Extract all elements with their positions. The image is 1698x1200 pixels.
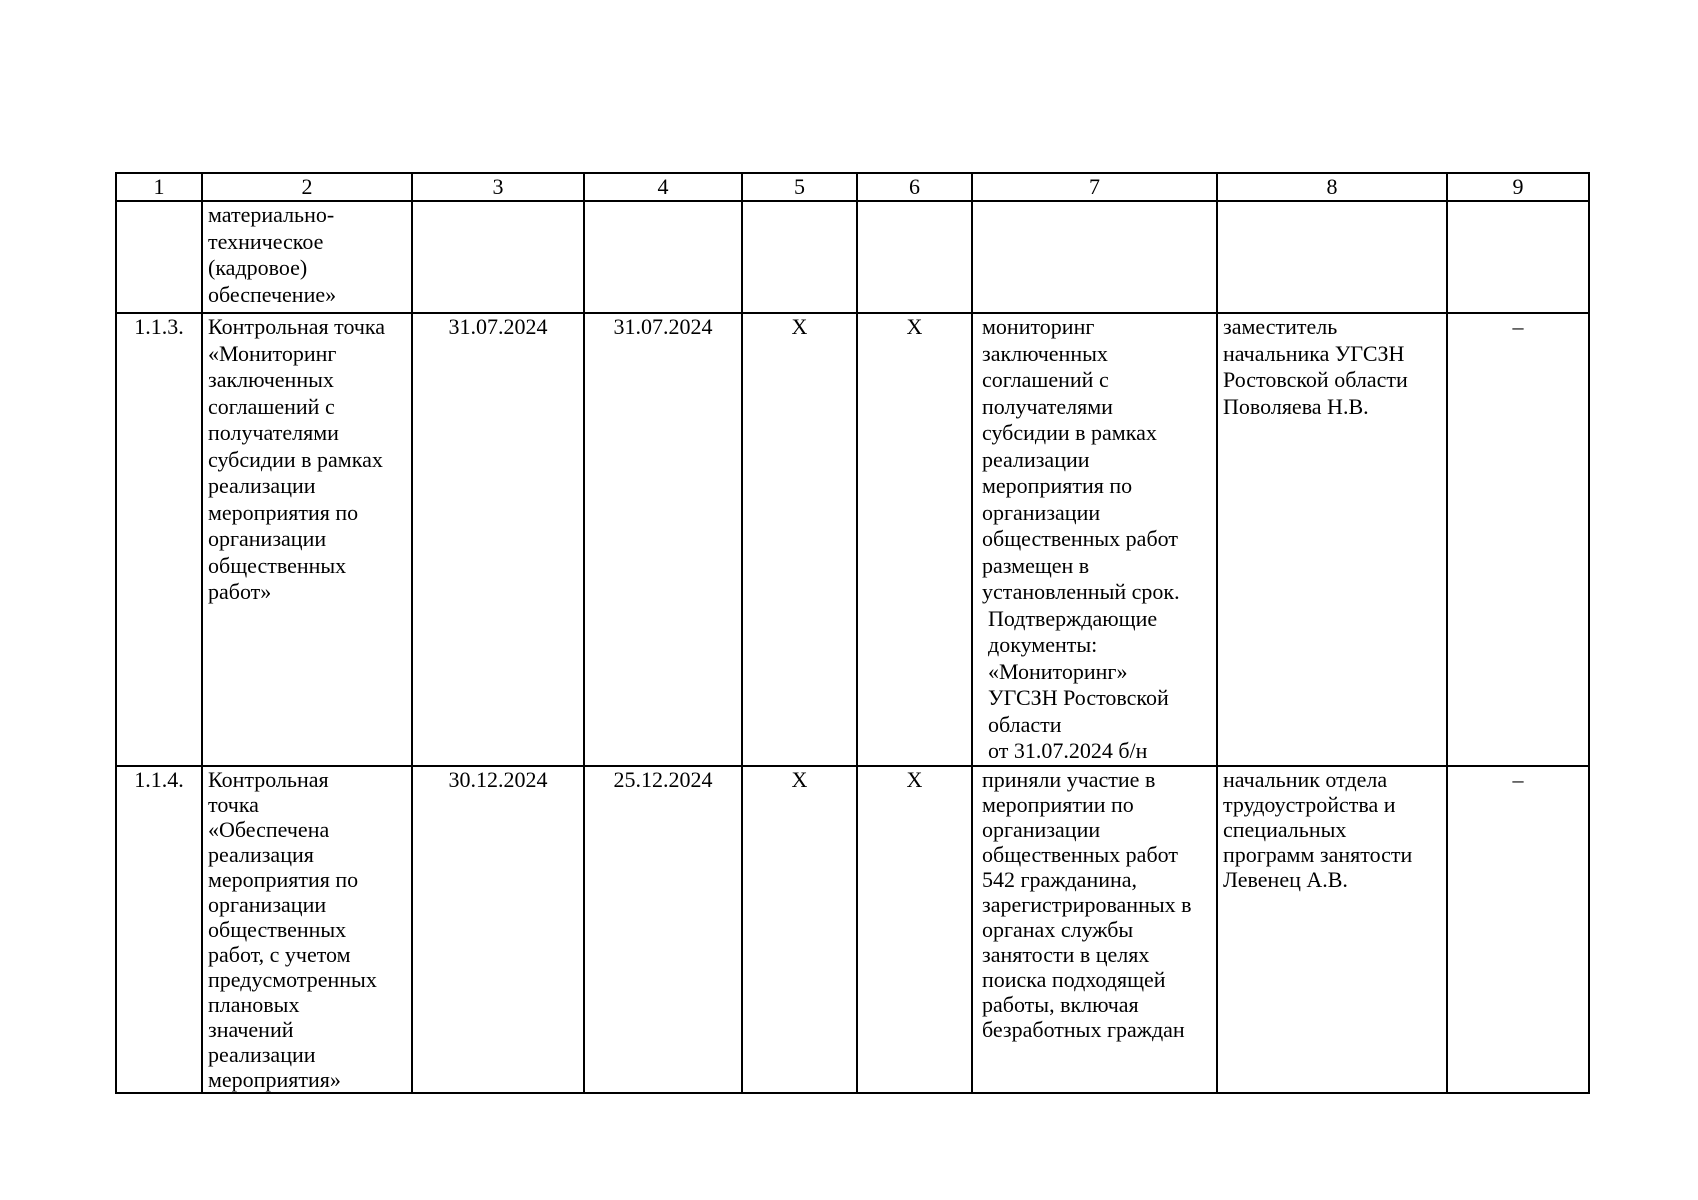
responsible-person [1217,201,1447,313]
table-row [116,766,1589,1093]
fact-date [584,201,742,313]
column-9-value: – [1447,766,1589,1093]
result-cell [972,313,1217,766]
column-6-value: Х [857,313,972,766]
column-number-row [116,173,1589,201]
column-6-value [857,201,972,313]
column-number: 7 [972,173,1217,201]
column-number: 8 [1217,173,1447,201]
responsible-person: начальник отдела трудоустройства и специальных программ занятости Левенец А.В. [1217,766,1447,1093]
column-5-value: Х [742,313,857,766]
report-table [115,172,1590,1094]
column-number: 3 [412,173,584,201]
column-5-value: Х [742,766,857,1093]
result-text: мониторинг заключенных соглашений с получателями субсидии в рамках реализации мероприятия по организации общественных работ размещен в установленный срок. [982,314,1180,604]
result-text [972,201,1217,313]
table-row [116,313,1589,766]
event-name: Контрольная точка «Обеспечена реализация мероприятия по организации общественных работ, с учетом предусмотренных плановых значений реализации мероприятия» [202,766,412,1093]
column-9-value [1447,201,1589,313]
table-row [116,201,1589,313]
plan-date: 30.12.2024 [412,766,584,1093]
event-name: Контрольная точка «Мониторинг заключенных соглашений с получателями субсидии в рамках реализации мероприятия по организации общественных работ» [202,313,412,766]
row-number [116,201,202,313]
column-number: 2 [202,173,412,201]
fact-date: 31.07.2024 [584,313,742,766]
document-date: от 31.07.2024 б/н [988,738,1148,763]
row-number: 1.1.4. [116,766,202,1093]
column-number: 1 [116,173,202,201]
column-number: 9 [1447,173,1589,201]
column-number: 5 [742,173,857,201]
column-9-value: – [1447,313,1589,766]
column-number: 4 [584,173,742,201]
fact-date: 25.12.2024 [584,766,742,1093]
plan-date: 31.07.2024 [412,313,584,766]
row-number: 1.1.3. [116,313,202,766]
event-name: материально- техническое (кадровое) обеспечение» [202,201,412,313]
confirming-documents: Подтверждающие документы: «Мониторинг» УГСЗН Ростовской области [988,605,1169,737]
responsible-person: заместитель начальника УГСЗН Ростовской области Поволяева Н.В. [1217,313,1447,766]
column-number: 6 [857,173,972,201]
result-text: приняли участие в мероприятии по организации общественных работ 542 гражданина, зарегистрированных в органах службы занятости в целях поиска подходящей работы, включая безработных граждан [972,766,1217,1093]
column-5-value [742,201,857,313]
plan-date [412,201,584,313]
column-6-value: Х [857,766,972,1093]
